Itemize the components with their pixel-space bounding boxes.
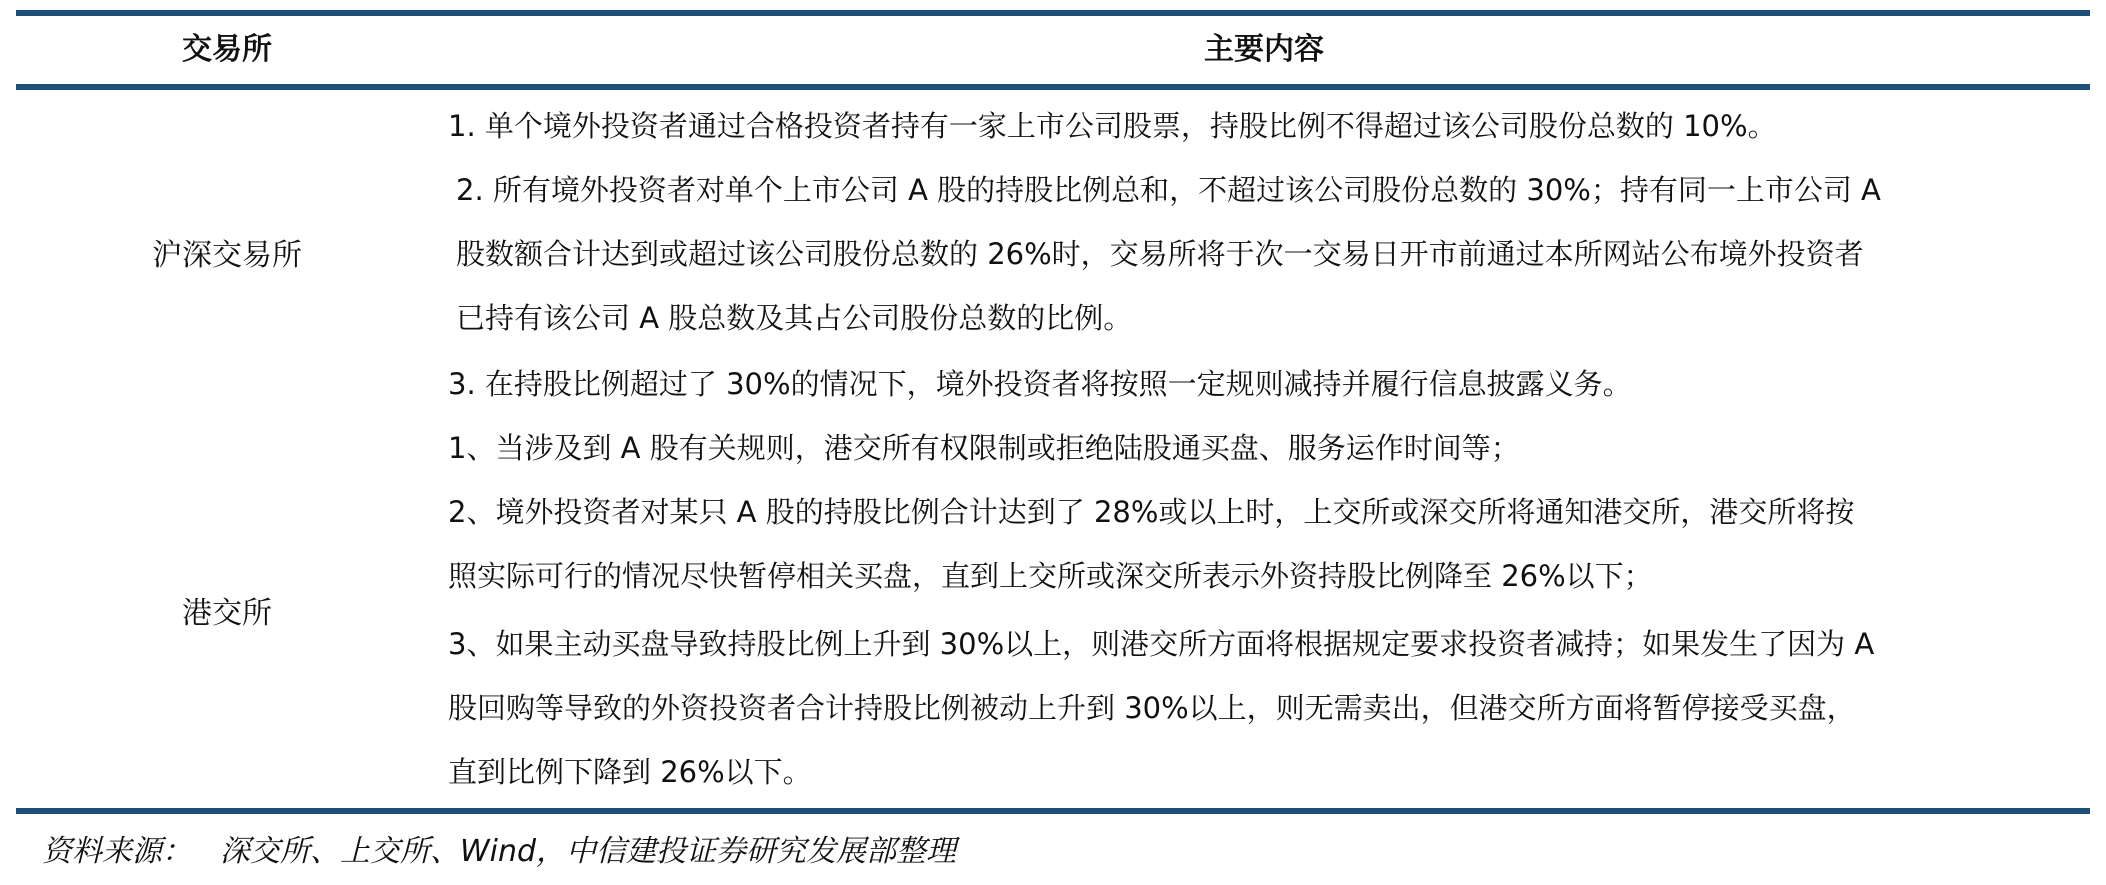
content-line: 股数额合计达到或超过该公司股份总数的 26%时，交易所将于次一交易日开市前通过本所网站公布境外投资者: [456, 237, 1864, 271]
source-label: 资料来源：: [42, 834, 192, 869]
table-bottom-rule: [16, 808, 2090, 814]
content-line: 1. 单个境外投资者通过合格投资者持有一家上市公司股票，持股比例不得超过该公司股份总数的 10%。: [448, 109, 1777, 143]
exchange-label-shenzhen-shanghai: 沪深交易所: [152, 238, 302, 273]
content-line: 3. 在持股比例超过了 30%的情况下，境外投资者将按照一定规则减持并履行信息披露义务。: [448, 367, 1632, 401]
table-header-rule: [16, 84, 2090, 90]
content-line: 股回购等导致的外资投资者合计持股比例被动上升到 30%以上，则无需卖出，但港交所方面将暂停接受买盘，: [448, 691, 1856, 725]
content-line: 3、如果主动买盘导致持股比例上升到 30%以上，则港交所方面将根据规定要求投资者减持；如果发生了因为 A: [448, 627, 1875, 661]
source-note: [42, 832, 956, 872]
content-line: 照实际可行的情况尽快暂停相关买盘，直到上交所或深交所表示外资持股比例降至 26%以下；: [448, 559, 1653, 593]
content-line: 1、当涉及到 A 股有关规则，港交所有权限制或拒绝陆股通买盘、服务运作时间等；: [448, 431, 1520, 465]
header-content: 主要内容: [1204, 32, 1324, 67]
header-exchange: 交易所: [182, 32, 272, 67]
source-text: 深交所、上交所、Wind，中信建投证券研究发展部整理: [220, 834, 957, 869]
content-line: 2. 所有境外投资者对单个上市公司 A 股的持股比例总和，不超过该公司股份总数的 30%；持有同一上市公司 A: [456, 173, 1881, 207]
content-line: 2、境外投资者对某只 A 股的持股比例合计达到了 28%或以上时，上交所或深交所将通知港交所，港交所将按: [448, 495, 1855, 529]
exchange-label-hkex: 港交所: [182, 596, 272, 631]
content-line: 直到比例下降到 26%以下。: [448, 755, 812, 789]
table-top-rule: [16, 10, 2090, 16]
content-line: 已持有该公司 A 股总数及其占公司股份总数的比例。: [456, 301, 1133, 335]
